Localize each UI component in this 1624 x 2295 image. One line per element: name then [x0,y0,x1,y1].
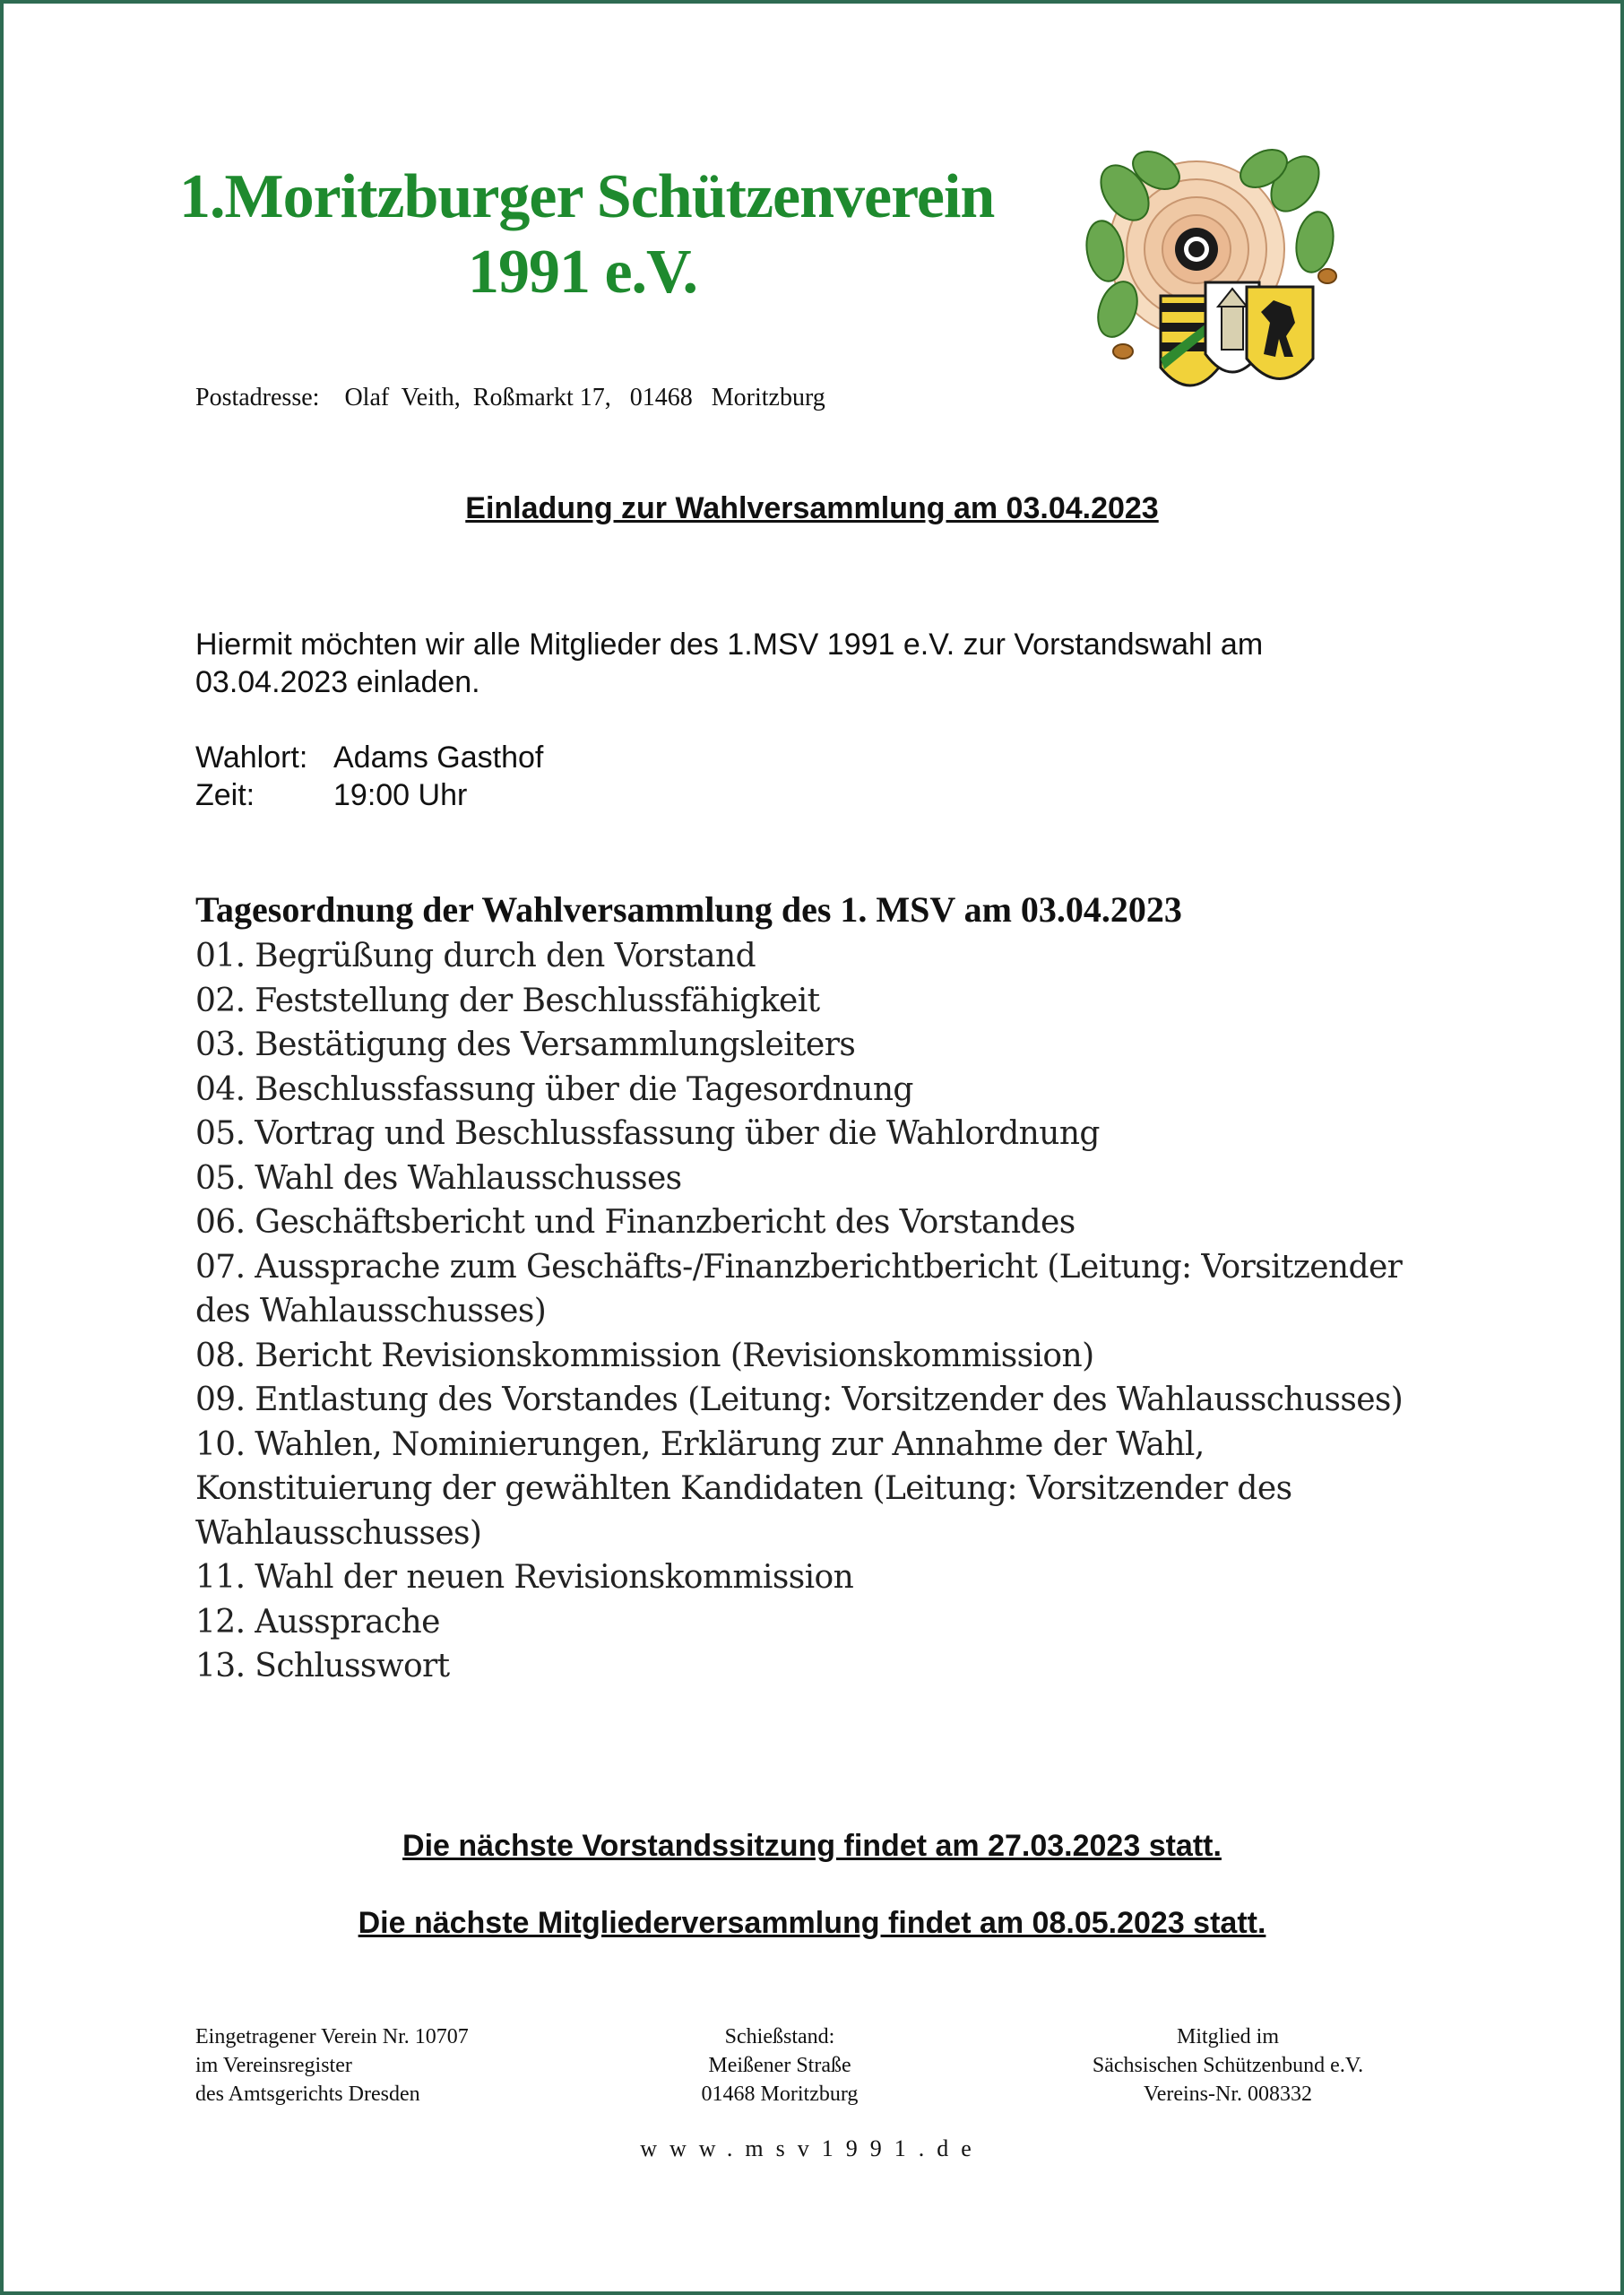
club-name-line2: 1991 e.V. [467,238,698,307]
agenda-item: 10. Wahlen, Nominierungen, Erklärung zur Annahme der Wahl, Konstituierung der gewählten Kandidaten (Leitung: Vorsitzender des Wahlausschusses) [195,1425,1292,1552]
club-name-line1: 1.Moritzburger Schützenverein [179,162,995,231]
footer-line: im Vereinsregister [195,2054,352,2077]
agenda-list [195,934,1432,1689]
footer-shooting-range [645,2022,914,2109]
footer-line: Eingetragener Verein Nr. 10707 [195,2025,469,2048]
footer-line: Schießstand: [724,2025,835,2048]
footer-line: Meißener Straße [708,2054,851,2077]
member-meeting-notice: Die nächste Mitgliederversammlung findet am 08.05.2023 statt. [358,1906,1266,1940]
agenda-item: 05. Vortrag und Beschlussfassung über die Wahlordnung [195,1115,1100,1152]
location-value: Adams Gasthof [333,740,544,775]
time-value: 19:00 Uhr [333,778,468,812]
agenda-item: 03. Bestätigung des Versammlungsleiters [195,1026,856,1063]
location-label: Wahlort: [195,740,308,775]
footer-registration [195,2022,469,2109]
footer-line: Vereins-Nr. 008332 [1144,2083,1312,2106]
intro-text: Hiermit möchten wir alle Mitglieder des 1.MSV 1991 e.V. zur Vorstandswahl am 03.04.2023 einladen. [195,628,1264,699]
agenda-item: 11. Wahl der neuen Revisionskommission [195,1559,854,1596]
agenda-item: 07. Aussprache zum Geschäfts-/Finanzberichtbericht (Leitung: Vorsitzender des Wahlausschusses) [195,1248,1403,1329]
time-label: Zeit: [195,778,255,812]
agenda-item: 05. Wahl des Wahlausschusses [195,1159,682,1197]
postal-value: Olaf Veith, Roßmarkt 17, 01468 Moritzburg [344,384,825,411]
footer-membership [1049,2022,1407,2109]
agenda-item: 06. Geschäftsbericht und Finanzbericht des Vorstandes [195,1204,1075,1241]
time-row [195,776,543,814]
footer-line: Mitglied im [1177,2025,1279,2048]
club-emblem-icon [1071,143,1349,412]
club-name [179,160,995,310]
footer-line: des Amtsgerichts Dresden [195,2083,420,2106]
postal-label: Postadresse: [195,384,320,411]
board-meeting-notice: Die nächste Vorstandssitzung findet am 27.03.2023 statt. [402,1829,1222,1863]
footer-line: 01468 Moritzburg [701,2083,859,2106]
agenda-item: 08. Bericht Revisionskommission (Revisionskommission) [195,1337,1094,1374]
agenda-item: 04. Beschlussfassung über die Tagesordnung [195,1070,913,1108]
agenda-item: 13. Schlusswort [195,1648,450,1684]
website-link[interactable]: www.msv1991.de [640,2135,984,2161]
agenda-item: 09. Entlastung des Vorstandes (Leitung: Vorsitzender des Wahlausschusses) [195,1381,1404,1418]
agenda-item: 12. Aussprache [195,1603,440,1641]
agenda-item: 01. Begrüßung durch den Vorstand [195,938,756,974]
postal-address [195,384,825,412]
invitation-title: Einladung zur Wahlversammlung am 03.04.2023 [465,491,1159,525]
meeting-info [195,739,543,814]
agenda-title: Tagesordnung der Wahlversammlung des 1. MSV am 03.04.2023 [195,889,1182,930]
agenda-item: 02. Feststellung der Beschlussfähigkeit [195,982,820,1019]
footer-line: Sächsischen Schützenbund e.V. [1092,2054,1364,2077]
location-row [195,739,543,776]
